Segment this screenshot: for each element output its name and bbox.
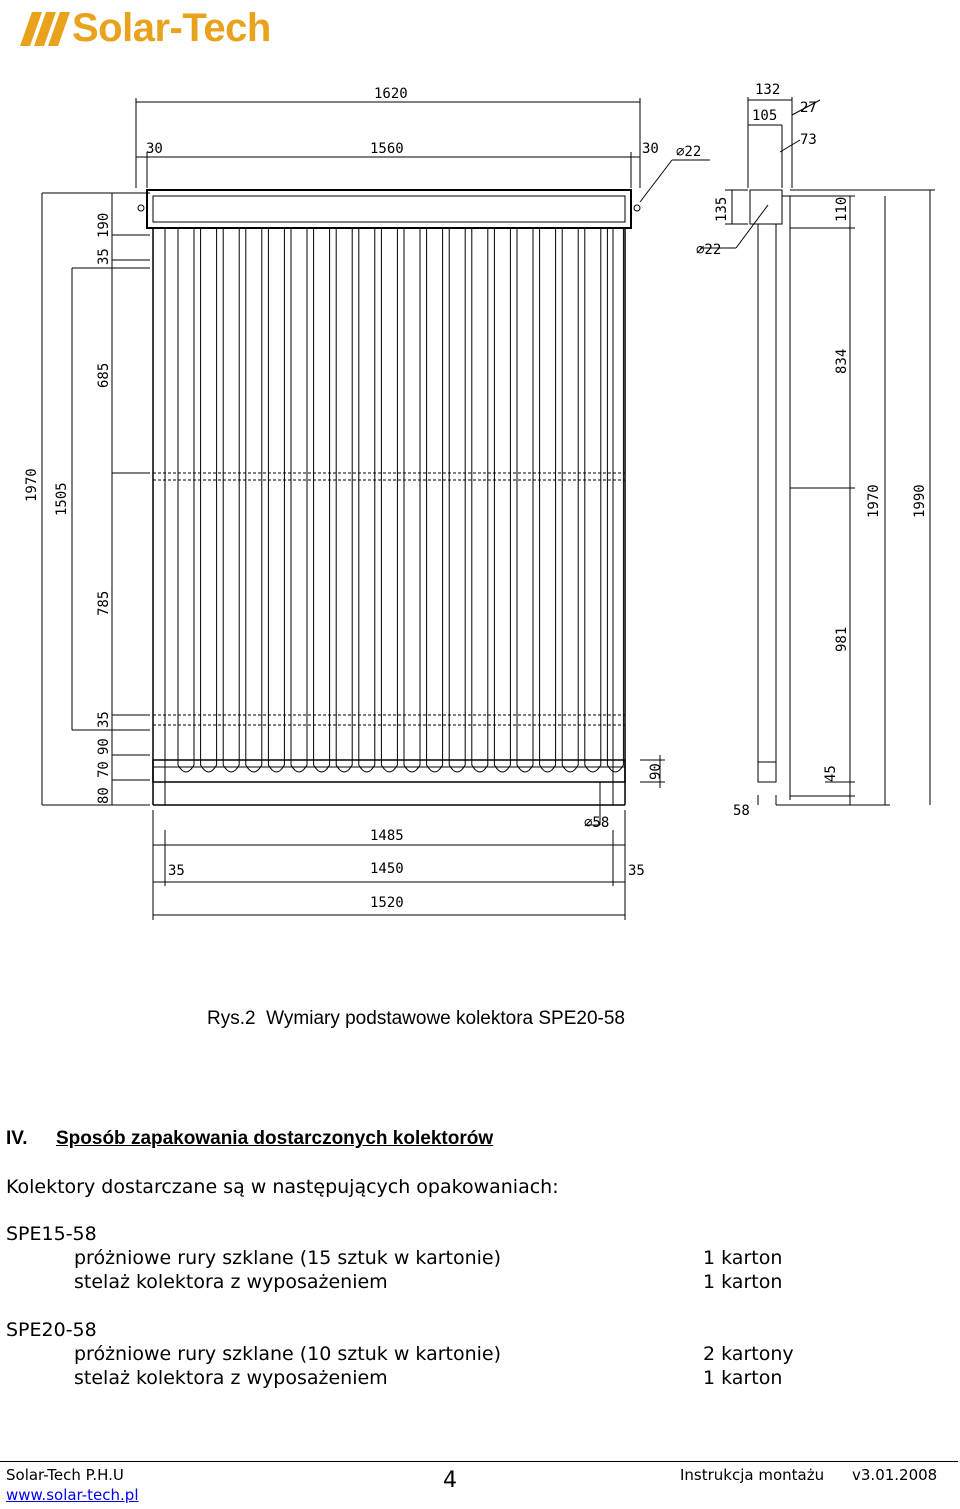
bottom-support [153, 760, 625, 782]
slash-stripes-logo-mark [10, 8, 70, 48]
vacuum-tube [178, 228, 194, 772]
vacuum-tube [607, 228, 623, 772]
vacuum-tube [494, 228, 510, 772]
dim-80: 80 [96, 787, 112, 804]
dim-70: 70 [96, 761, 112, 778]
dim-d58: ⌀58 [584, 815, 610, 831]
package-item-qty: 1 karton [703, 1247, 783, 1269]
footer-divider [0, 1461, 958, 1462]
vacuum-tube [381, 228, 397, 772]
dim-30-left: 30 [146, 141, 163, 157]
dim-135: 135 [714, 196, 730, 222]
package-item-desc: stelaż kolektora z wyposażeniem [74, 1367, 388, 1389]
vacuum-tube [314, 228, 330, 772]
vacuum-tube [517, 228, 533, 772]
dim-90-right: 90 [648, 763, 664, 780]
dim-27: 27 [800, 100, 817, 116]
package-item-qty: 1 karton [703, 1367, 783, 1389]
vacuum-tube [449, 228, 465, 772]
dim-1560: 1560 [370, 141, 404, 157]
dim-1505: 1505 [54, 482, 70, 516]
package-item-qty: 1 karton [703, 1271, 783, 1293]
vacuum-tube [562, 228, 578, 772]
dim-45: 45 [823, 765, 839, 782]
vacuum-tube [427, 228, 443, 772]
dim-35-bottom-right: 35 [628, 863, 645, 879]
intro-text: Kolektory dostarczane są w następujących opakowaniach: [6, 1176, 559, 1198]
dim-35-bottom-left: 35 [168, 863, 185, 879]
vacuum-tube [223, 228, 239, 772]
dim-834: 834 [834, 348, 850, 374]
dim-1990: 1990 [912, 484, 928, 518]
vacuum-tube [246, 228, 262, 772]
vacuum-tube [268, 228, 284, 772]
dim-d22: ⌀22 [676, 144, 702, 160]
package-model: SPE15-58 [6, 1223, 97, 1245]
dim-58-side: 58 [733, 803, 750, 819]
dim-132: 132 [755, 82, 781, 98]
dim-1450: 1450 [370, 861, 404, 877]
package-item-desc: stelaż kolektora z wyposażeniem [74, 1271, 388, 1293]
dim-1970-left: 1970 [24, 468, 40, 502]
vacuum-tube [291, 228, 307, 772]
dim-90-left: 90 [96, 738, 112, 755]
dim-d22-side: ⌀22 [696, 242, 722, 258]
dim-30-right: 30 [642, 141, 659, 157]
vacuum-tube [540, 228, 556, 772]
dim-35-bottom: 35 [96, 711, 112, 728]
footer-version: v3.01.2008 [852, 1466, 938, 1484]
collector-dimension-drawing [0, 60, 960, 950]
dim-73: 73 [800, 132, 817, 148]
vacuum-tubes [178, 228, 623, 772]
vacuum-tube [472, 228, 488, 772]
dim-1970-side: 1970 [866, 484, 882, 518]
dim-1620: 1620 [374, 86, 408, 102]
dim-685: 685 [96, 362, 112, 388]
vacuum-tube [359, 228, 375, 772]
page-number: 4 [443, 1468, 457, 1493]
company-logo [10, 6, 271, 50]
vacuum-tube [404, 228, 420, 772]
dim-35-top: 35 [96, 248, 112, 265]
section-number: IV. [6, 1128, 28, 1149]
logo-text: Solar-Tech [72, 6, 271, 50]
footer-website-link[interactable]: www.solar-tech.pl [6, 1486, 139, 1504]
dim-1485: 1485 [370, 828, 404, 844]
vacuum-tube [336, 228, 352, 772]
figure-caption: Rys.2 Wymiary podstawowe kolektora SPE20-58 [207, 1008, 625, 1029]
vacuum-tube [585, 228, 601, 772]
dim-981: 981 [834, 626, 850, 652]
dim-785: 785 [96, 590, 112, 616]
footer-doc-title: Instrukcja montażu [680, 1466, 825, 1484]
footer-company: Solar-Tech P.H.U [6, 1466, 124, 1484]
section-title: Sposób zapakowania dostarczonych kolektorów [56, 1128, 494, 1149]
dim-1520: 1520 [370, 895, 404, 911]
package-item-desc: próżniowe rury szklane (10 sztuk w kartonie) [74, 1343, 502, 1365]
vacuum-tube [201, 228, 217, 772]
package-item-qty: 2 kartony [703, 1343, 794, 1365]
dim-105: 105 [752, 108, 778, 124]
section-heading [6, 1128, 493, 1150]
dim-110: 110 [834, 196, 850, 222]
package-item-desc: próżniowe rury szklane (15 sztuk w kartonie) [74, 1247, 502, 1269]
package-model: SPE20-58 [6, 1319, 97, 1341]
dim-190: 190 [96, 212, 112, 238]
